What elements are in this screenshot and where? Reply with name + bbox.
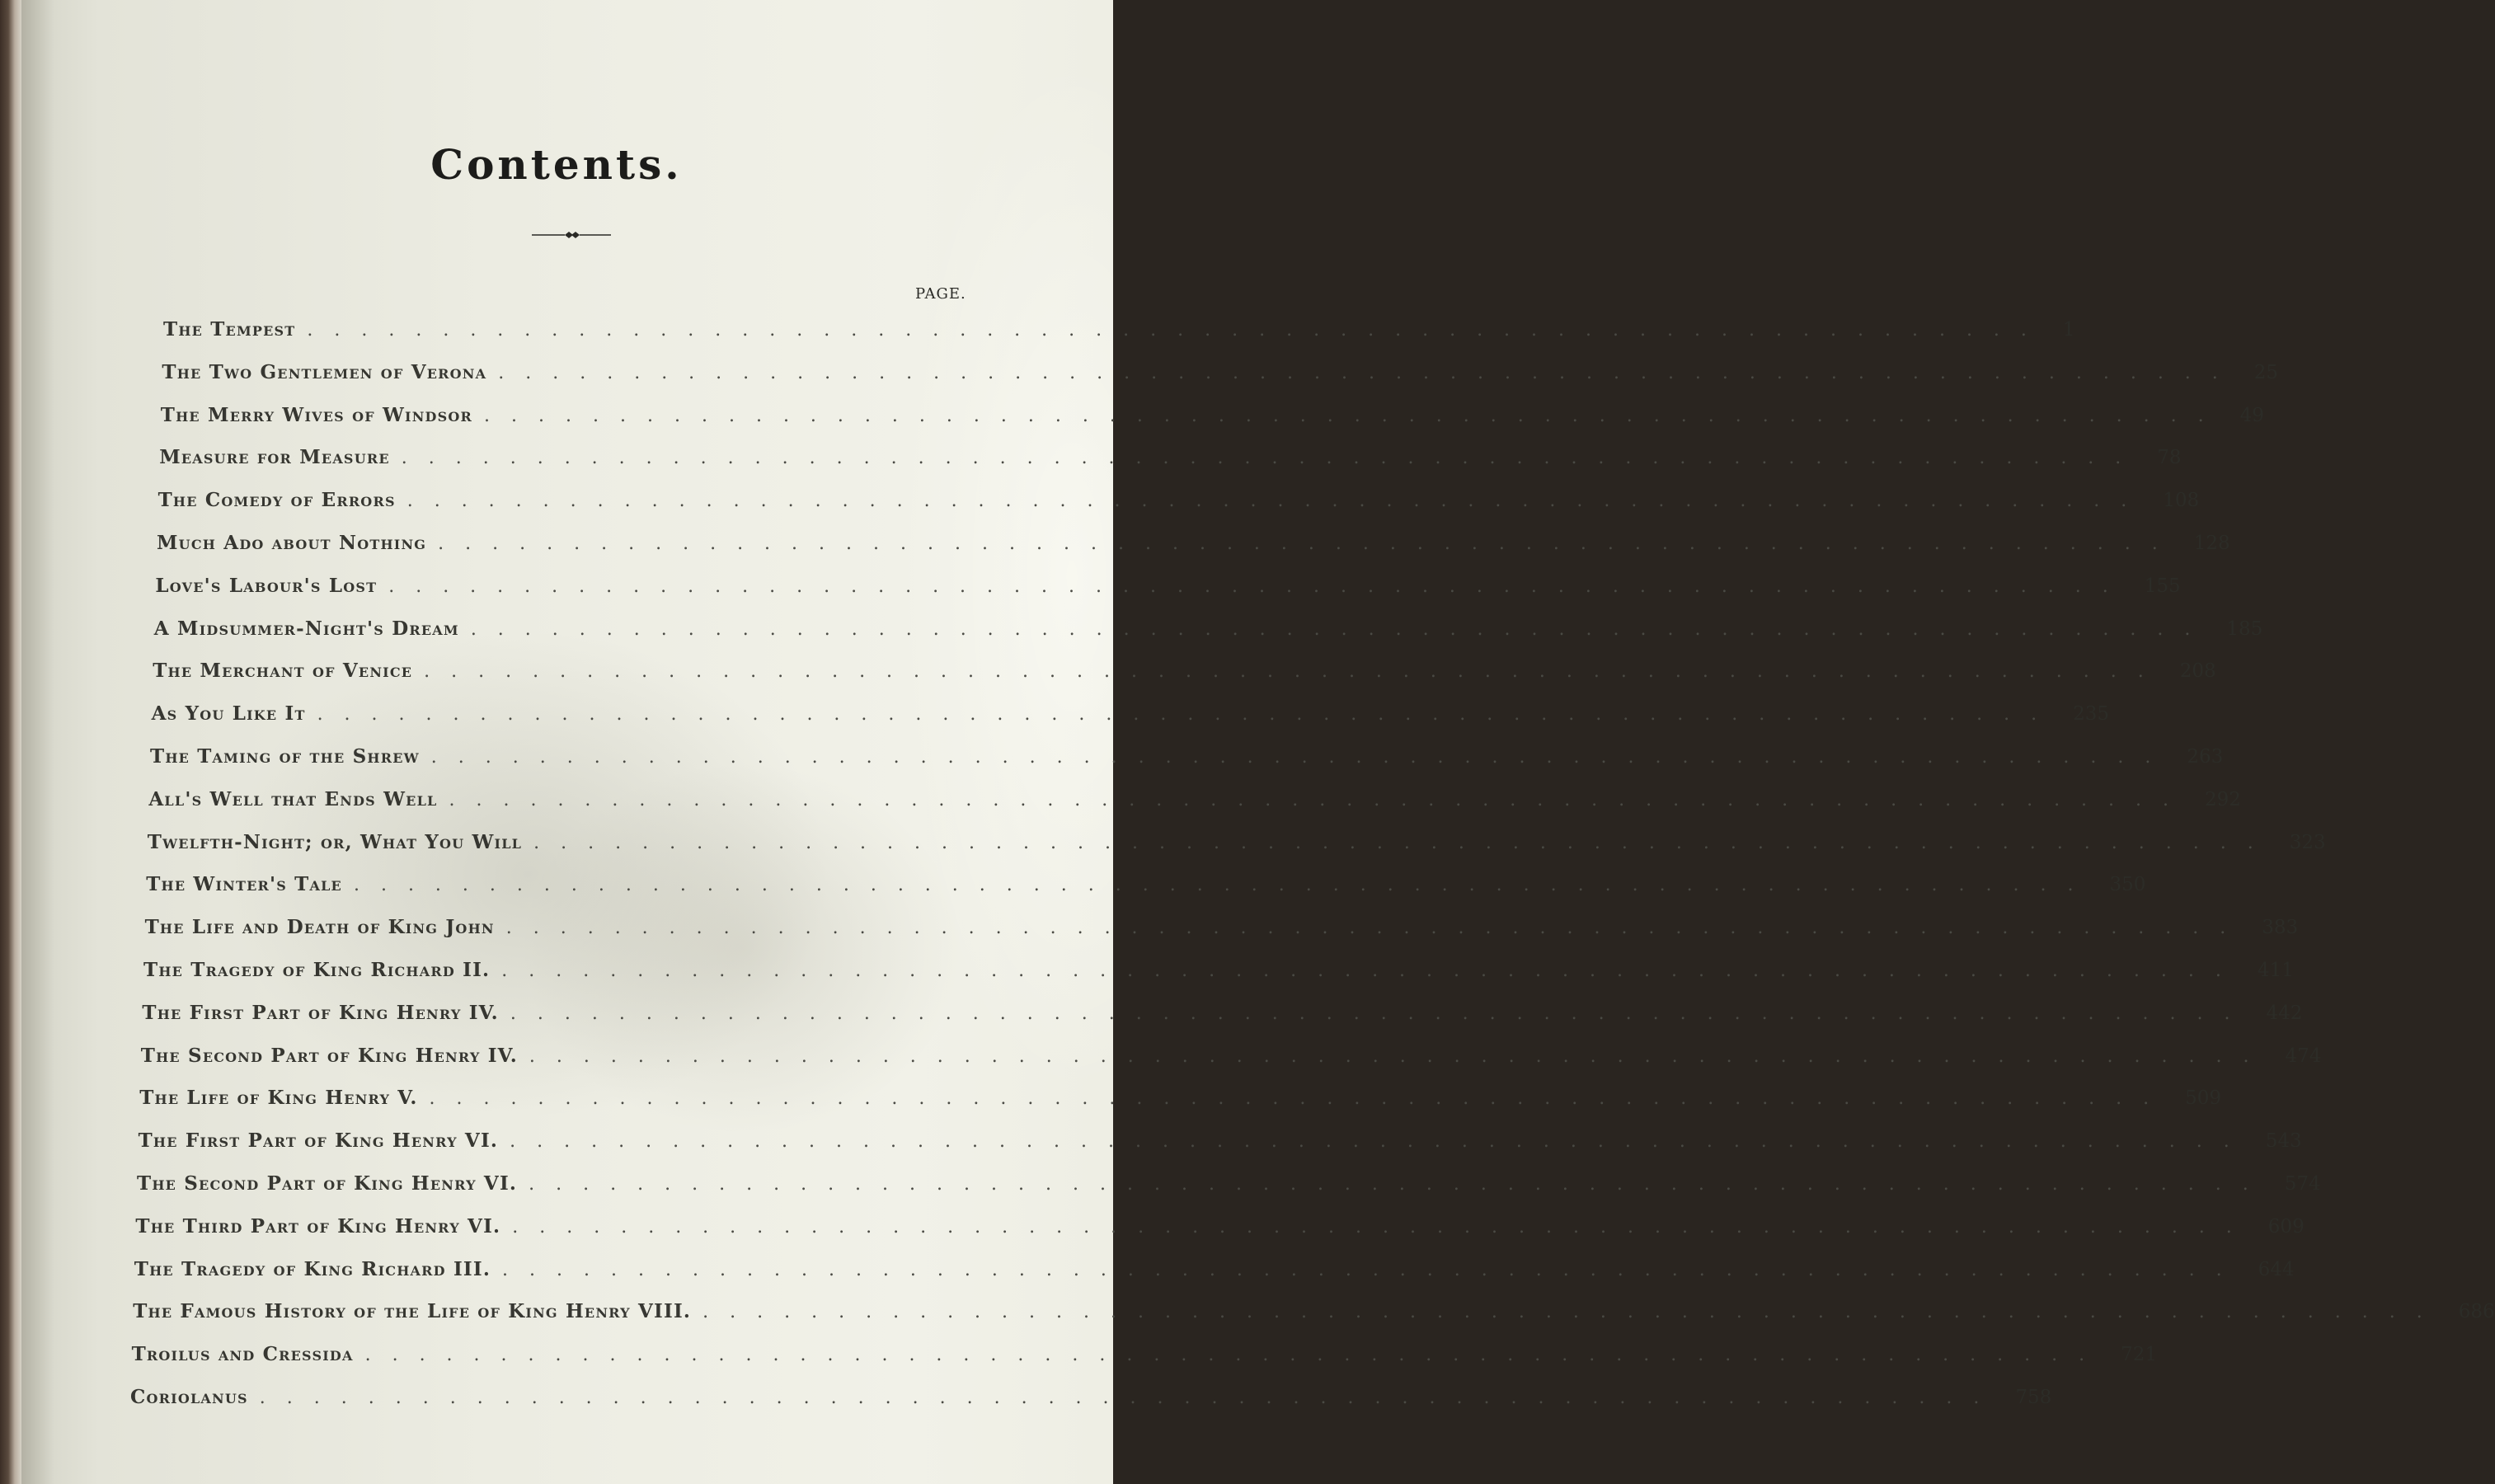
entry-page: 128 bbox=[2193, 533, 2230, 554]
toc-entry bbox=[159, 446, 2182, 474]
dot-leader: ................................................................ bbox=[317, 704, 2059, 726]
dot-leader: ................................................................ bbox=[364, 1345, 2107, 1366]
toc-entry bbox=[147, 830, 2326, 859]
dot-leader: ................................................................ bbox=[510, 1003, 2252, 1024]
dot-leader: ................................................................ bbox=[702, 1302, 2444, 1323]
dot-leader: ................................................................ bbox=[429, 1088, 2171, 1110]
dot-leader: ................................................................ bbox=[533, 832, 2275, 853]
dot-leader: ................................................................ bbox=[505, 918, 2248, 939]
toc-entry bbox=[155, 574, 2181, 603]
entry-page: 574 bbox=[2284, 1173, 2321, 1195]
entry-page: 686 bbox=[2458, 1301, 2495, 1323]
entry-title: The First Part of King Henry VI. bbox=[138, 1129, 499, 1153]
entry-title: The Winter's Tale bbox=[146, 873, 342, 896]
dot-leader: ................................................................ bbox=[470, 618, 2212, 640]
dot-leader: ................................................................ bbox=[529, 1045, 2271, 1067]
entry-title: The Famous History of the Life of King Henry VIII. bbox=[133, 1300, 692, 1323]
entry-title: The Taming of the Shrew bbox=[150, 745, 420, 768]
toc-entry bbox=[137, 1172, 2321, 1200]
entry-title: Love's Labour's Lost bbox=[155, 574, 378, 597]
entry-title: Coriolanus bbox=[130, 1386, 248, 1408]
toc-entry bbox=[157, 532, 2230, 560]
dot-leader: ................................................................ bbox=[438, 533, 2179, 554]
entry-title: Measure for Measure bbox=[159, 446, 390, 469]
entry-page: 758 bbox=[2015, 1387, 2052, 1408]
dot-leader: ................................................................ bbox=[498, 362, 2239, 383]
entry-title: The Tragedy of King Richard II. bbox=[143, 959, 491, 981]
toc-entry bbox=[150, 745, 2224, 773]
entry-title: Troilus and Cressida bbox=[131, 1343, 354, 1366]
entry-page: 155 bbox=[2144, 575, 2181, 597]
toc-entry bbox=[151, 702, 2110, 730]
dot-leader: ................................................................ bbox=[529, 1174, 2270, 1195]
toc-entry bbox=[153, 617, 2263, 646]
toc-entry bbox=[163, 318, 2075, 346]
toc-entry bbox=[153, 660, 2216, 688]
toc-entry bbox=[148, 787, 2241, 816]
toc-entry bbox=[139, 1087, 2222, 1115]
entry-title: The Life of King Henry V. bbox=[139, 1087, 418, 1110]
entry-page: 609 bbox=[2267, 1215, 2305, 1237]
entry-title: The Tragedy of King Richard III. bbox=[134, 1257, 491, 1280]
entry-title: The Merry Wives of Windsor bbox=[160, 403, 473, 426]
toc-entry bbox=[134, 1257, 2295, 1286]
dot-leader: ................................................................ bbox=[406, 491, 2149, 512]
entry-page: 263 bbox=[2187, 746, 2224, 768]
dot-leader: ................................................................ bbox=[512, 1216, 2253, 1237]
entry-page: 644 bbox=[2258, 1258, 2295, 1280]
dot-leader: ................................................................ bbox=[388, 575, 2130, 597]
entry-page: 323 bbox=[2289, 831, 2326, 853]
entry-page: 78 bbox=[2157, 447, 2182, 469]
toc-entry bbox=[157, 489, 2200, 517]
entry-page: 108 bbox=[2163, 490, 2200, 512]
entry-title: Twelfth-Night; or, What You Will bbox=[147, 830, 523, 853]
entry-title: The Second Part of King Henry VI. bbox=[137, 1172, 518, 1195]
entry-page: 383 bbox=[2262, 917, 2299, 939]
entry-page: 350 bbox=[2109, 874, 2146, 896]
toc-entry bbox=[140, 1044, 2322, 1073]
entry-page: 1 bbox=[2062, 319, 2075, 340]
entry-page: 474 bbox=[2285, 1045, 2322, 1067]
toc-entry bbox=[144, 916, 2299, 944]
entry-title: The Tempest bbox=[163, 318, 296, 340]
toc-entry bbox=[146, 873, 2146, 901]
dot-leader: ................................................................ bbox=[259, 1388, 2001, 1408]
toc-entry bbox=[160, 403, 2264, 432]
dot-leader: ................................................................ bbox=[424, 661, 2165, 683]
toc-entry bbox=[133, 1300, 2495, 1328]
dot-leader: ................................................................ bbox=[510, 1131, 2251, 1153]
toc-entry bbox=[131, 1343, 2158, 1371]
entry-title: The First Part of King Henry IV. bbox=[142, 1001, 499, 1024]
toc-entry bbox=[142, 1001, 2303, 1030]
contents-heading: Contents. bbox=[430, 140, 683, 189]
entry-title: The Two Gentlemen of Verona bbox=[162, 360, 487, 383]
entry-title: The Comedy of Errors bbox=[157, 489, 396, 512]
toc-entry bbox=[143, 959, 2294, 987]
entry-title: A Midsummer-Night's Dream bbox=[153, 617, 459, 640]
entry-title: The Life and Death of King John bbox=[144, 916, 495, 939]
toc-entry bbox=[135, 1214, 2305, 1243]
entry-page: 543 bbox=[2265, 1130, 2302, 1153]
entry-title: The Merchant of Venice bbox=[153, 660, 413, 683]
dot-leader: ................................................................ bbox=[307, 320, 2048, 340]
dot-leader: ................................................................ bbox=[430, 747, 2173, 768]
entry-title: The Third Part of King Henry VI. bbox=[135, 1214, 501, 1237]
toc-entry bbox=[130, 1386, 2052, 1414]
dot-leader: ................................................................ bbox=[502, 1259, 2244, 1280]
entry-title: As You Like It bbox=[151, 702, 306, 726]
entry-page: 292 bbox=[2205, 788, 2241, 810]
entry-page: 208 bbox=[2179, 660, 2216, 683]
dot-leader: ................................................................ bbox=[353, 875, 2095, 896]
page-column-label: PAGE. bbox=[915, 285, 966, 303]
entry-page: 509 bbox=[2185, 1087, 2222, 1110]
entry-page: 185 bbox=[2226, 618, 2263, 640]
dot-leader: ................................................................ bbox=[501, 960, 2243, 981]
toc-entry bbox=[138, 1129, 2302, 1158]
entry-page: 235 bbox=[2073, 703, 2110, 726]
dot-leader: ................................................................ bbox=[449, 789, 2191, 810]
entry-page: 721 bbox=[2121, 1344, 2158, 1366]
entry-page: 411 bbox=[2257, 960, 2294, 981]
entry-title: The Second Part of King Henry IV. bbox=[140, 1044, 518, 1067]
toc-entry bbox=[162, 360, 2279, 389]
entry-page: 25 bbox=[2253, 361, 2279, 383]
dot-leader: ................................................................ bbox=[484, 405, 2225, 426]
entry-title: Much Ado about Nothing bbox=[157, 532, 427, 554]
dot-leader: ................................................................ bbox=[401, 448, 2143, 469]
entry-page: 49 bbox=[2239, 404, 2264, 426]
entry-title: All's Well that Ends Well bbox=[148, 787, 438, 810]
entry-page: 442 bbox=[2266, 1002, 2303, 1024]
